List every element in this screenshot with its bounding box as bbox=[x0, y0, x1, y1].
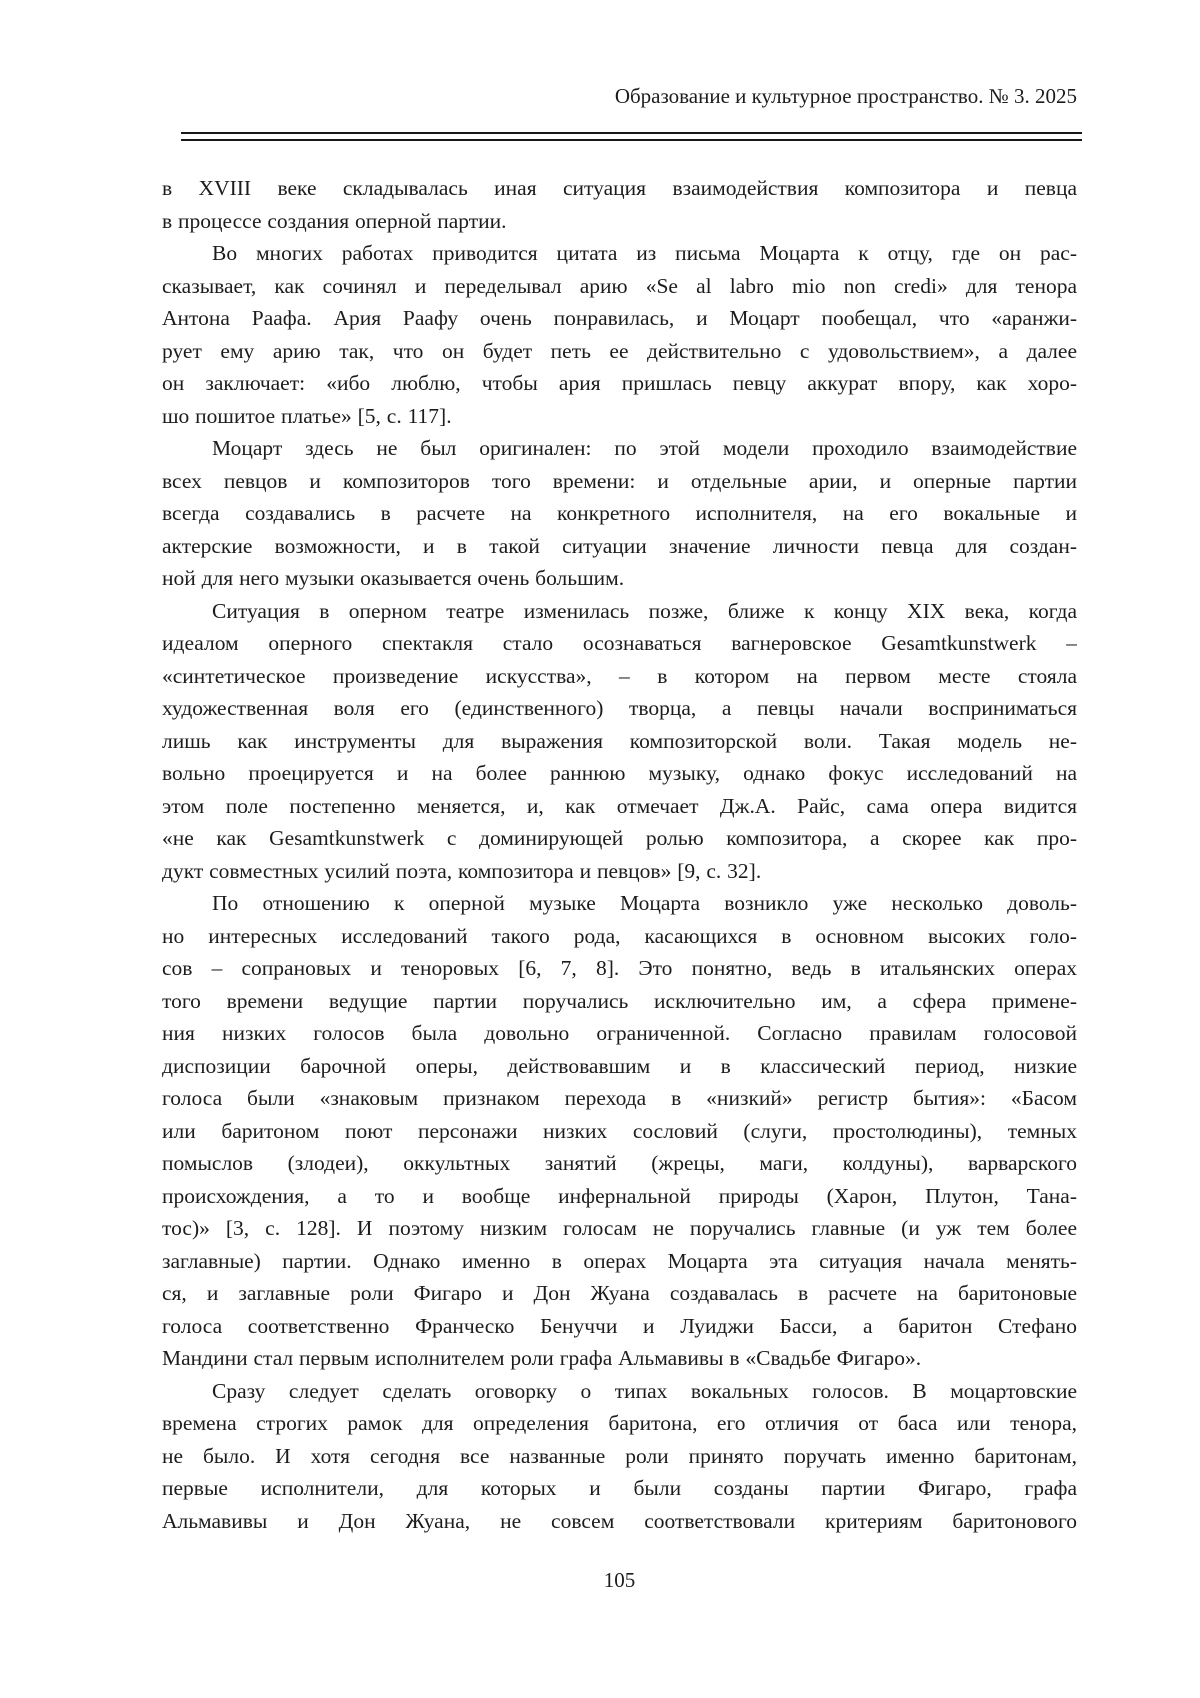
paragraph bbox=[162, 1375, 1077, 1538]
article-body bbox=[162, 172, 1077, 1537]
text-line: Альмавивы и Дон Жуана, не совсем соответствовали критериям баритонового bbox=[162, 1508, 1077, 1533]
text-line: Во многих работах приводится цитата из письма Моцарта к отцу, где он рас- bbox=[212, 241, 1077, 265]
text-line: шо пошитое платье» [5, с. 117]. bbox=[162, 403, 452, 428]
text-line: вольно проецируется и на более раннюю музыку, однако фокус исследований на bbox=[162, 761, 1077, 785]
text-line: ся, и заглавные роли Фигаро и Дон Жуана создавалась в расчете на баритоновые bbox=[162, 1281, 1077, 1305]
text-line: рует ему арию так, что он будет петь ее действительно с удовольствием», а далее bbox=[162, 338, 1077, 363]
running-header: Образование и культурное пространство. № 3. 2025 bbox=[614, 84, 1077, 108]
text-line: идеалом оперного спектакля стало осознаваться вагнеровское Gesamtkunstwerk – bbox=[162, 631, 1077, 655]
text-line: диспозиции барочной оперы, действовавшим и в классический период, низкие bbox=[162, 1053, 1077, 1078]
text-line: дукт совместных усилий поэта, композитора и певцов» [9, с. 32]. bbox=[162, 858, 762, 883]
text-line: или баритоном поют персонажи низких сословий (слуги, простолюдины), темных bbox=[162, 1118, 1077, 1143]
text-line: ния низких голосов была довольно ограниченной. Согласно правилам голосовой bbox=[162, 1021, 1077, 1045]
text-line: сказывает, как сочинял и переделывал арию «Se al labro mio non credi» для тенора bbox=[162, 273, 1077, 298]
page-number: 105 bbox=[603, 1568, 636, 1592]
text-line: не было. И хотя сегодня все названные роли принято поручать именно баритонам, bbox=[162, 1443, 1077, 1468]
text-line: Антона Раафа. Ария Раафу очень понравилась, и Моцарт пообещал, что «аранжи- bbox=[162, 306, 1077, 330]
text-line: в процессе создания оперной партии. bbox=[162, 208, 507, 233]
paragraph bbox=[162, 887, 1077, 1375]
text-line: Моцарт здесь не был оригинален: по этой модели проходило взаимодействие bbox=[212, 436, 1077, 460]
text-line: «синтетическое произведение искусства», – в котором на первом месте стояла bbox=[162, 663, 1077, 688]
text-line: того времени ведущие партии поручались исключительно им, а сфера примене- bbox=[162, 988, 1077, 1013]
text-line: всегда создавались в расчете на конкретного исполнителя, на его вокальные и bbox=[162, 501, 1077, 525]
paragraph bbox=[162, 595, 1077, 888]
text-line: времена строгих рамок для определения баритона, его отличия от баса или тенора, bbox=[162, 1411, 1077, 1435]
text-line: первые исполнители, для которых и были созданы партии Фигаро, графа bbox=[162, 1476, 1077, 1500]
text-line: заглавные) партии. Однако именно в операх Моцарта эта ситуация начала менять- bbox=[162, 1248, 1077, 1273]
text-line: в XVIII веке складывалась иная ситуация взаимодействия композитора и певца bbox=[162, 176, 1077, 200]
text-line: Сразу следует сделать оговорку о типах вокальных голосов. В моцартовские bbox=[212, 1378, 1077, 1403]
text-line: актерские возможности, и в такой ситуации значение личности певца для создан- bbox=[162, 533, 1077, 558]
header-double-rule bbox=[181, 132, 1082, 141]
text-line: голоса были «знаковым признаком перехода в «низкий» регистр бытия»: «Басом bbox=[162, 1086, 1077, 1110]
text-line: сов – сопрановых и теноровых [6, 7, 8]. Это понятно, ведь в итальянских операх bbox=[162, 956, 1077, 980]
text-line: По отношению к оперной музыке Моцарта возникло уже несколько доволь- bbox=[212, 891, 1077, 915]
text-line: «не как Gesamtkunstwerk с доминирующей ролью композитора, а скорее как про- bbox=[162, 826, 1077, 850]
text-line: он заключает: «ибо люблю, чтобы ария пришлась певцу аккурат впору, как хоро- bbox=[162, 371, 1077, 395]
text-line: Мандини стал первым исполнителем роли графа Альмавивы в «Свадьбе Фигаро». bbox=[162, 1346, 922, 1370]
paragraph bbox=[162, 432, 1077, 595]
text-line: этом поле постепенно меняется, и, как отмечает Дж.А. Райс, сама опера видится bbox=[162, 793, 1077, 818]
paragraph bbox=[162, 237, 1077, 432]
text-line: но интересных исследований такого рода, касающихся в основном высоких голо- bbox=[162, 923, 1077, 948]
text-line: всех певцов и композиторов того времени: и отдельные арии, и оперные партии bbox=[162, 468, 1077, 493]
text-line: лишь как инструменты для выражения композиторской воли. Такая модель не- bbox=[162, 728, 1077, 753]
paragraph bbox=[162, 172, 1077, 237]
text-line: тос)» [3, с. 128]. И поэтому низким голосам не поручались главные (и уж тем более bbox=[162, 1216, 1077, 1240]
text-line: Ситуация в оперном театре изменилась позже, ближе к концу XIX века, когда bbox=[212, 598, 1077, 623]
text-line: художественная воля его (единственного) творца, а певцы начали восприниматься bbox=[162, 696, 1077, 720]
text-line: помыслов (злодеи), оккультных занятий (жрецы, маги, колдуны), варварского bbox=[162, 1151, 1077, 1175]
text-line: ной для него музыки оказывается очень большим. bbox=[162, 566, 625, 590]
text-line: происхождения, а то и вообще инфернальной природы (Харон, Плутон, Тана- bbox=[162, 1183, 1077, 1208]
text-line: голоса соответственно Франческо Бенуччи и Луиджи Басси, а баритон Стефано bbox=[162, 1313, 1077, 1338]
